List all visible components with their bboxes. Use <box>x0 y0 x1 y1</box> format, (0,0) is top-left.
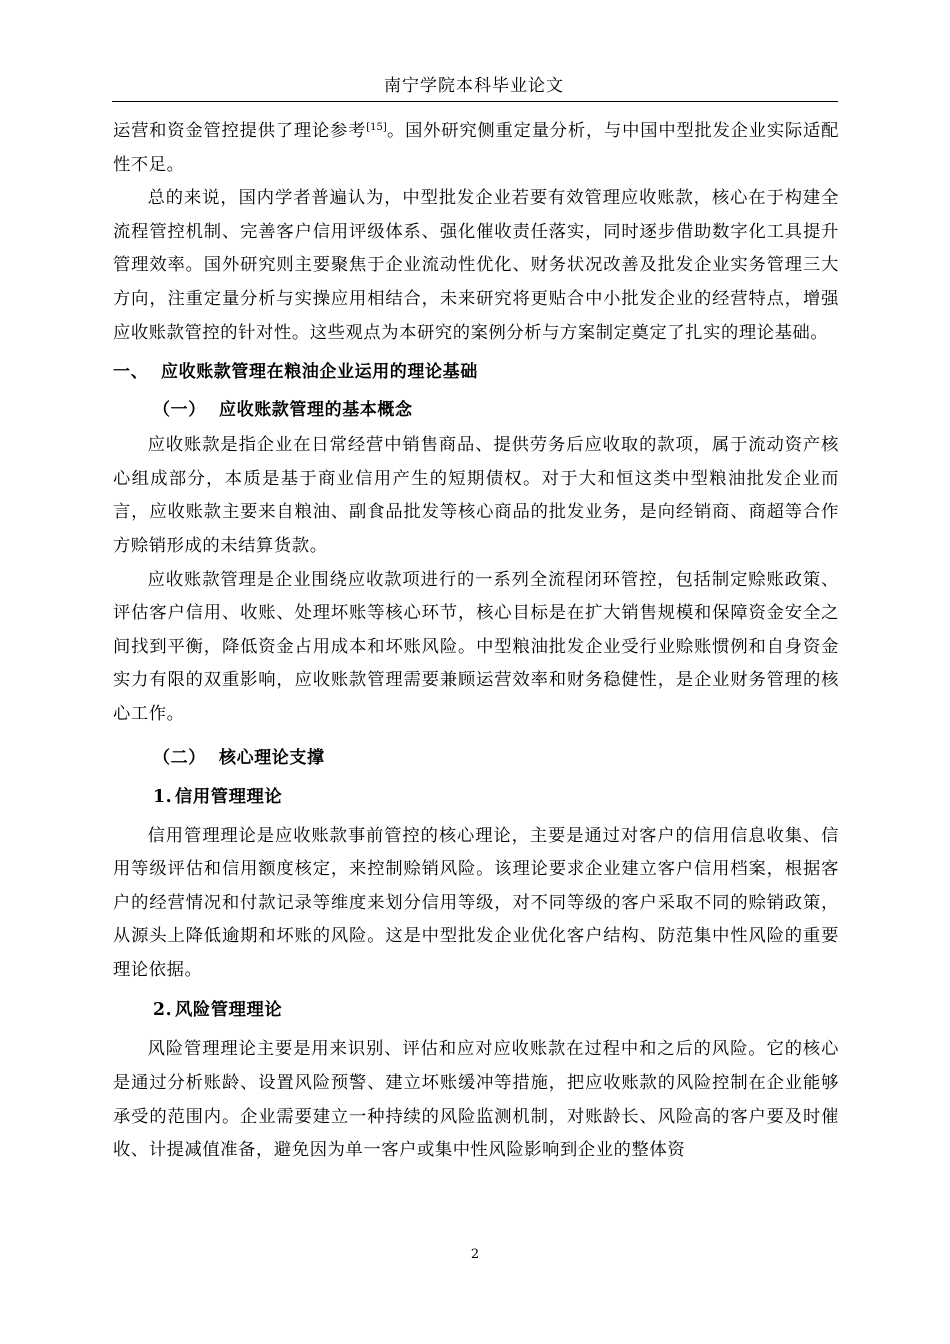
page-number: 2 <box>470 1247 480 1262</box>
paragraph-credit-theory: 信用管理理论是应收账款事前管控的核心理论，主要是通过对客户的信用信息收集、信用等级评估和信用额度核定，来控制赊销风险。该理论要求企业建立客户信用档案，根据客户的经营情况和付款记录等维度来划分信用等级，对不同等级的客户采取不同的赊销政策，从源头上降低逾期和坏账的风险。这是中型批发企业优化客户结构、防范集中性风险的重要理论依据。 <box>113 825 839 980</box>
section-title: 应收账款管理在粮油企业运用的理论基础 <box>161 362 478 383</box>
paragraph-receivables-definition: 应收账款是指企业在日常经营中销售商品、提供劳务后应收取的款项，属于流动资产核心组成部分，本质是基于商业信用产生的短期债权。对于大和恒这类中型粮油批发企业而言，应收账款主要来自粮油、副食品批发等核心商品的批发业务，是向经销商、商超等合作方赊销形成的未结算货款。 <box>113 435 839 556</box>
paragraph-text: 。国外研究侧重定量分析，与中国中型批发企业实际适配性不足。 <box>113 121 839 175</box>
section-heading <box>113 355 839 389</box>
page-content <box>113 115 839 1168</box>
subsection-heading-basic-concept <box>113 393 839 427</box>
subsection-number: （二） <box>153 747 206 768</box>
item-title: 信用管理理论 <box>175 786 283 807</box>
item-number: 1. <box>153 786 173 807</box>
running-header: 南宁学院本科毕业论文 <box>384 76 564 96</box>
subsection-number: （一） <box>153 400 206 421</box>
header-rule <box>112 101 838 102</box>
subsection-heading-core-theory <box>113 741 839 775</box>
item-title: 风险管理理论 <box>175 1000 283 1021</box>
item-heading-risk-theory <box>113 993 839 1027</box>
paragraph-continuation <box>113 115 839 182</box>
item-number: 2. <box>153 1000 173 1021</box>
citation-reference[interactable]: [15] <box>366 122 387 133</box>
paragraph-text: 运营和资金管控提供了理论参考 <box>113 121 367 141</box>
section-number: 一、 <box>113 362 149 383</box>
subsection-title: 应收账款管理的基本概念 <box>219 400 413 421</box>
item-heading-credit-theory <box>113 780 839 814</box>
paragraph-risk-theory: 风险管理理论主要是用来识别、评估和应对应收账款在过程中和之后的风险。它的核心是通过分析账龄、设置风险预警、建立坏账缓冲等措施，把应收账款的风险控制在企业能够承受的范围内。企业需要建立一种持续的风险监测机制，对账龄长、风险高的客户要及时催收、计提减值准备，避免因为单一客户或集中性风险影响到企业的整体资 <box>113 1039 839 1161</box>
subsection-title: 核心理论支撑 <box>219 747 325 768</box>
paragraph-receivables-management: 应收账款管理是企业围绕应收款项进行的一系列全流程闭环管控，包括制定赊账政策、评估客户信用、收账、处理坏账等核心环节，核心目标是在扩大销售规模和保障资金安全之间找到平衡，降低资金占用成本和坏账风险。中型粮油批发企业受行业赊账惯例和自身资金实力有限的双重影响，应收账款管理需要兼顾运营效率和财务稳健性，是企业财务管理的核心工作。 <box>113 569 839 724</box>
paragraph-summary: 总的来说，国内学者普遍认为，中型批发企业若要有效管理应收账款，核心在于构建全流程管控机制、完善客户信用评级体系、强化催收责任落实，同时逐步借助数字化工具提升管理效率。国外研究则主要聚焦于企业流动性优化、财务状况改善及批发企业实务管理三大方向，注重定量分析与实操应用相结合，未来研究将更贴合中小批发企业的经营特点，增强应收账款管控的针对性。这些观点为本研究的案例分析与方案制定奠定了扎实的理论基础。 <box>113 188 839 343</box>
